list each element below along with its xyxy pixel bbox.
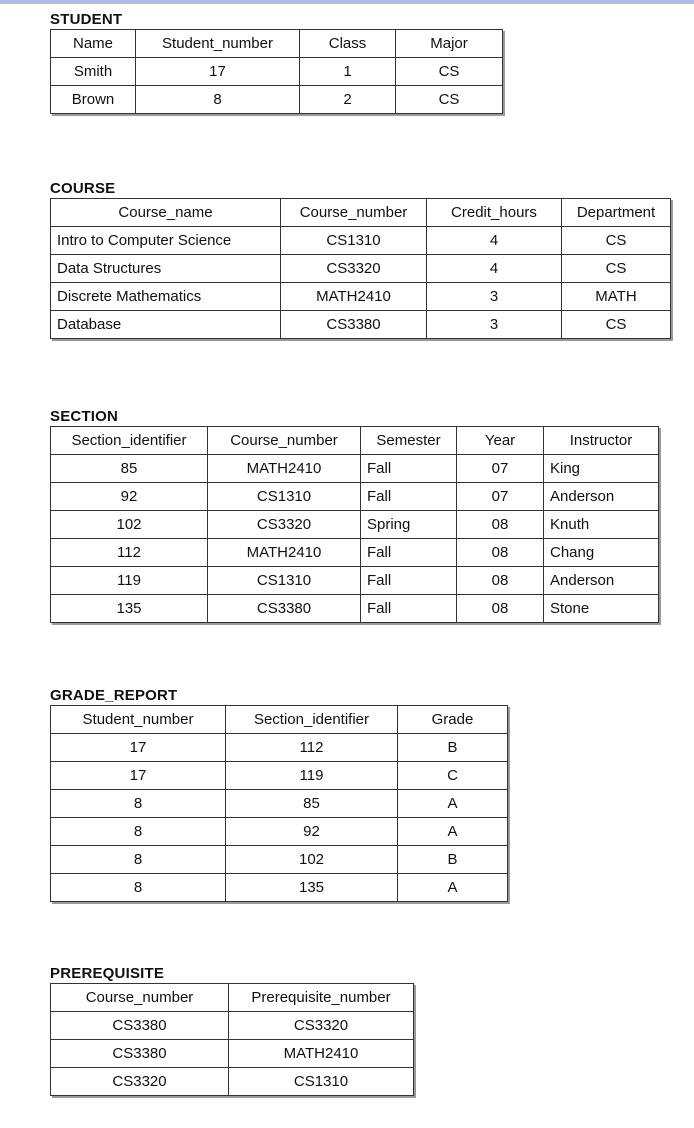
prerequisite-title: PREREQUISITE: [50, 965, 165, 982]
table-cell: A: [398, 818, 508, 846]
table-cell: 8: [51, 874, 226, 902]
course-block: [50, 179, 671, 339]
table-header-row: [51, 984, 414, 1012]
table-header-row: [51, 199, 671, 227]
table-cell: A: [398, 790, 508, 818]
table-cell: Anderson: [544, 483, 659, 511]
table-cell: 119: [51, 567, 208, 595]
table-cell: Fall: [361, 455, 457, 483]
table-row: [51, 846, 508, 874]
table-cell: 102: [51, 511, 208, 539]
table-row: [51, 1012, 414, 1040]
table-cell: C: [398, 762, 508, 790]
table-cell: 3: [427, 311, 562, 339]
table-cell: CS3320: [281, 255, 427, 283]
table-row: [51, 539, 659, 567]
column-header: Grade: [398, 706, 508, 734]
column-header: Course_name: [51, 199, 281, 227]
table-cell: 112: [51, 539, 208, 567]
column-header: Instructor: [544, 427, 659, 455]
table-cell: 8: [51, 790, 226, 818]
student-title: STUDENT: [50, 11, 123, 28]
table-header-row: [51, 30, 503, 58]
table-cell: Spring: [361, 511, 457, 539]
student-block: [50, 10, 503, 114]
table-cell: MATH2410: [208, 539, 361, 567]
table-row: [51, 818, 508, 846]
table-cell: 3: [427, 283, 562, 311]
table-cell: 08: [457, 595, 544, 623]
table-cell: 8: [136, 86, 300, 114]
grade-report-table: [50, 705, 508, 902]
table-cell: 1: [300, 58, 396, 86]
grade-report-block: [50, 686, 508, 902]
table-cell: CS3320: [229, 1012, 414, 1040]
column-header: Semester: [361, 427, 457, 455]
table-cell: 07: [457, 455, 544, 483]
column-header: Major: [396, 30, 503, 58]
column-header: Credit_hours: [427, 199, 562, 227]
table-row: [51, 483, 659, 511]
table-row: [51, 874, 508, 902]
table-row: [51, 511, 659, 539]
table-cell: CS: [562, 311, 671, 339]
column-header: Class: [300, 30, 396, 58]
table-cell: CS3380: [51, 1040, 229, 1068]
table-cell: CS3380: [51, 1012, 229, 1040]
table-cell: Fall: [361, 483, 457, 511]
table-cell: CS1310: [281, 227, 427, 255]
table-cell: 17: [136, 58, 300, 86]
table-cell: CS3380: [281, 311, 427, 339]
column-header: Course_number: [281, 199, 427, 227]
column-header: Prerequisite_number: [229, 984, 414, 1012]
table-row: [51, 86, 503, 114]
table-header-row: [51, 706, 508, 734]
table-row: [51, 1068, 414, 1096]
table-cell: CS3320: [208, 511, 361, 539]
table-cell: B: [398, 734, 508, 762]
table-cell: Database: [51, 311, 281, 339]
table-cell: 112: [226, 734, 398, 762]
table-cell: Fall: [361, 595, 457, 623]
table-cell: CS: [562, 255, 671, 283]
table-cell: MATH2410: [208, 455, 361, 483]
column-header: Department: [562, 199, 671, 227]
table-cell: Anderson: [544, 567, 659, 595]
table-row: [51, 455, 659, 483]
section-table: [50, 426, 659, 623]
table-cell: 92: [226, 818, 398, 846]
table-cell: 17: [51, 734, 226, 762]
table-cell: MATH2410: [229, 1040, 414, 1068]
table-cell: CS3320: [51, 1068, 229, 1096]
table-cell: 2: [300, 86, 396, 114]
section-block: [50, 407, 659, 623]
table-cell: MATH: [562, 283, 671, 311]
table-row: [51, 790, 508, 818]
table-cell: CS: [396, 58, 503, 86]
table-cell: Intro to Computer Science: [51, 227, 281, 255]
table-cell: Stone: [544, 595, 659, 623]
prerequisite-table: [50, 983, 414, 1096]
table-cell: 102: [226, 846, 398, 874]
column-header: Course_number: [208, 427, 361, 455]
table-cell: Discrete Mathematics: [51, 283, 281, 311]
table-cell: 85: [51, 455, 208, 483]
table-cell: Data Structures: [51, 255, 281, 283]
table-row: [51, 1040, 414, 1068]
top-divider: [0, 0, 694, 4]
table-cell: CS3380: [208, 595, 361, 623]
table-cell: Knuth: [544, 511, 659, 539]
table-cell: MATH2410: [281, 283, 427, 311]
table-row: [51, 567, 659, 595]
table-cell: Smith: [51, 58, 136, 86]
table-cell: CS: [396, 86, 503, 114]
table-cell: King: [544, 455, 659, 483]
table-cell: Fall: [361, 539, 457, 567]
table-cell: CS1310: [229, 1068, 414, 1096]
section-title: SECTION: [50, 408, 119, 425]
grade-report-title: GRADE_REPORT: [50, 687, 178, 704]
table-cell: 17: [51, 762, 226, 790]
table-cell: 135: [51, 595, 208, 623]
table-header-row: [51, 427, 659, 455]
table-cell: CS1310: [208, 483, 361, 511]
column-header: Course_number: [51, 984, 229, 1012]
table-cell: 92: [51, 483, 208, 511]
table-row: [51, 311, 671, 339]
table-cell: 08: [457, 511, 544, 539]
table-cell: CS: [562, 227, 671, 255]
column-header: Section_identifier: [226, 706, 398, 734]
table-cell: A: [398, 874, 508, 902]
table-cell: 119: [226, 762, 398, 790]
table-cell: Chang: [544, 539, 659, 567]
course-title: COURSE: [50, 180, 116, 197]
table-cell: 08: [457, 539, 544, 567]
table-row: [51, 762, 508, 790]
table-cell: 8: [51, 846, 226, 874]
table-cell: 4: [427, 227, 562, 255]
table-cell: 85: [226, 790, 398, 818]
column-header: Year: [457, 427, 544, 455]
column-header: Section_identifier: [51, 427, 208, 455]
table-cell: 08: [457, 567, 544, 595]
table-row: [51, 734, 508, 762]
table-cell: Fall: [361, 567, 457, 595]
table-row: [51, 255, 671, 283]
table-cell: 135: [226, 874, 398, 902]
table-row: [51, 595, 659, 623]
column-header: Student_number: [136, 30, 300, 58]
table-row: [51, 283, 671, 311]
column-header: Student_number: [51, 706, 226, 734]
column-header: Name: [51, 30, 136, 58]
course-table: [50, 198, 671, 339]
student-table: [50, 29, 503, 114]
prerequisite-block: [50, 964, 414, 1096]
table-cell: 07: [457, 483, 544, 511]
table-cell: CS1310: [208, 567, 361, 595]
table-cell: B: [398, 846, 508, 874]
table-cell: 4: [427, 255, 562, 283]
table-row: [51, 58, 503, 86]
table-row: [51, 227, 671, 255]
table-cell: 8: [51, 818, 226, 846]
table-cell: Brown: [51, 86, 136, 114]
